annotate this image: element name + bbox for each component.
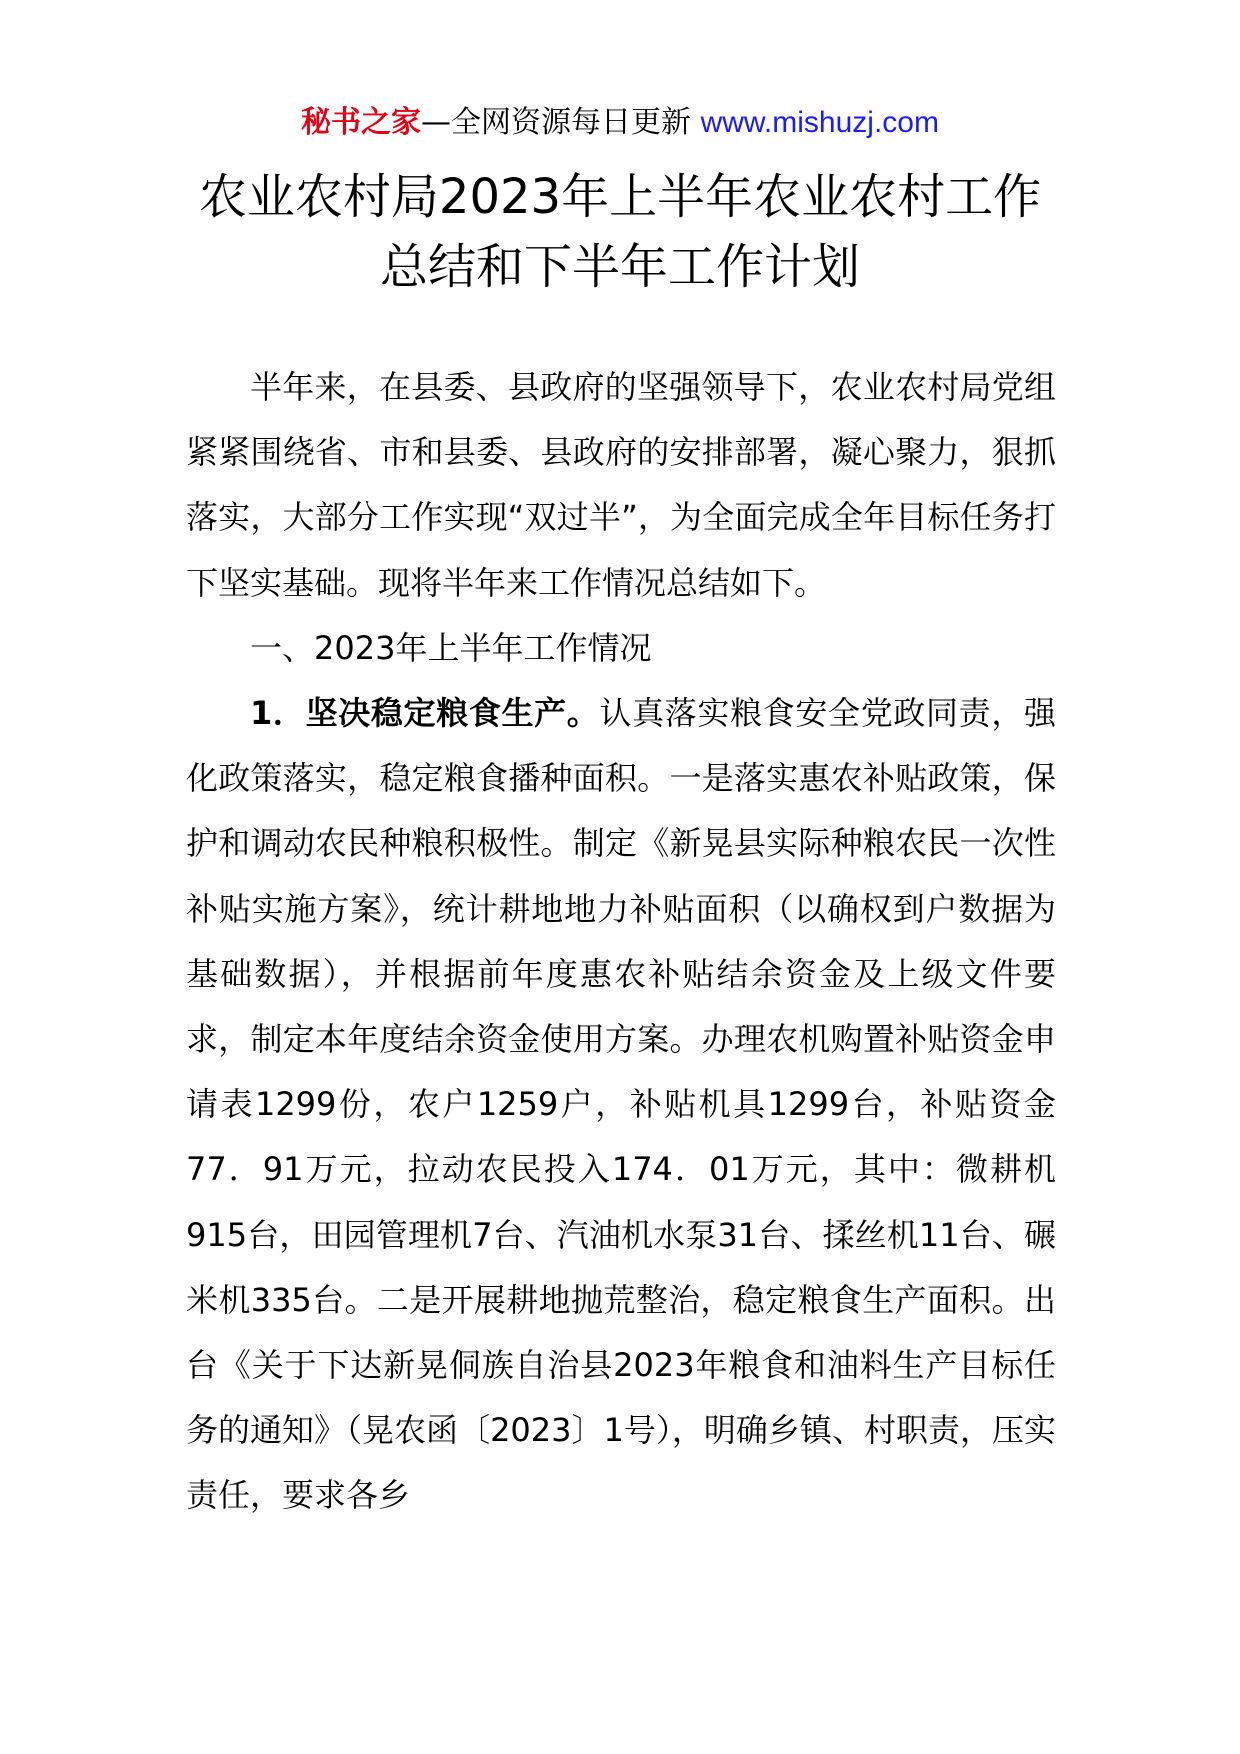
intro-paragraph: 半年来，在县委、县政府的坚强领导下，农业农村局党组紧紧围绕省、市和县委、县政府的安排部署，凝心聚力，狠抓落实，大部分工作实现“双过半”，为全面完成全年目标任务打下坚实基础。现将半年来工作情况总结如下。	[186, 368, 1056, 602]
site-header	[0, 100, 1240, 146]
item-1-lead: 1．坚决稳定粮食生产。	[250, 694, 600, 733]
document-title: 农业农村局2023年上半年农业农村工作总结和下半年工作计划	[198, 169, 1042, 295]
document-body	[186, 355, 1056, 1529]
header-url-link[interactable]: www.mishuzj.com	[700, 106, 939, 139]
section-heading: 一、2023年上半年工作情况	[250, 628, 652, 667]
header-brand: 秘书之家	[301, 105, 422, 140]
item-1-body: 认真落实粮食安全党政同责，强化政策落实，稳定粮食播种面积。一是落实惠农补贴政策，保护和调动农民种粮积极性。制定《新晃县实际种粮农民一次性补贴实施方案》，统计耕地地力补贴面积（以确权到户数据为基础数据），并根据前年度惠农补贴结余资金及上级文件要求，制定本年度结余资金使用方案。办理农机购置补贴资金申请表1299份，农户1259户，补贴机具1299台，补贴资金77．91万元，拉动农民投入174．01万元，其中：微耕机915台，田园管理机7台、汽油机水泵31台、揉丝机11台、碾米机335台。二是开展耕地抛荒整治，稳定粮食生产面积。出台《关于下达新晃侗族自治县2023年粮食和油料生产目标任务的通知》（晃农函〔2023〕1号），明确乡镇、村职责，压实责任，要求各乡	[186, 694, 1056, 1515]
item-1-paragraph	[186, 681, 1056, 1529]
header-tagline: —全网资源每日更新	[421, 105, 701, 140]
